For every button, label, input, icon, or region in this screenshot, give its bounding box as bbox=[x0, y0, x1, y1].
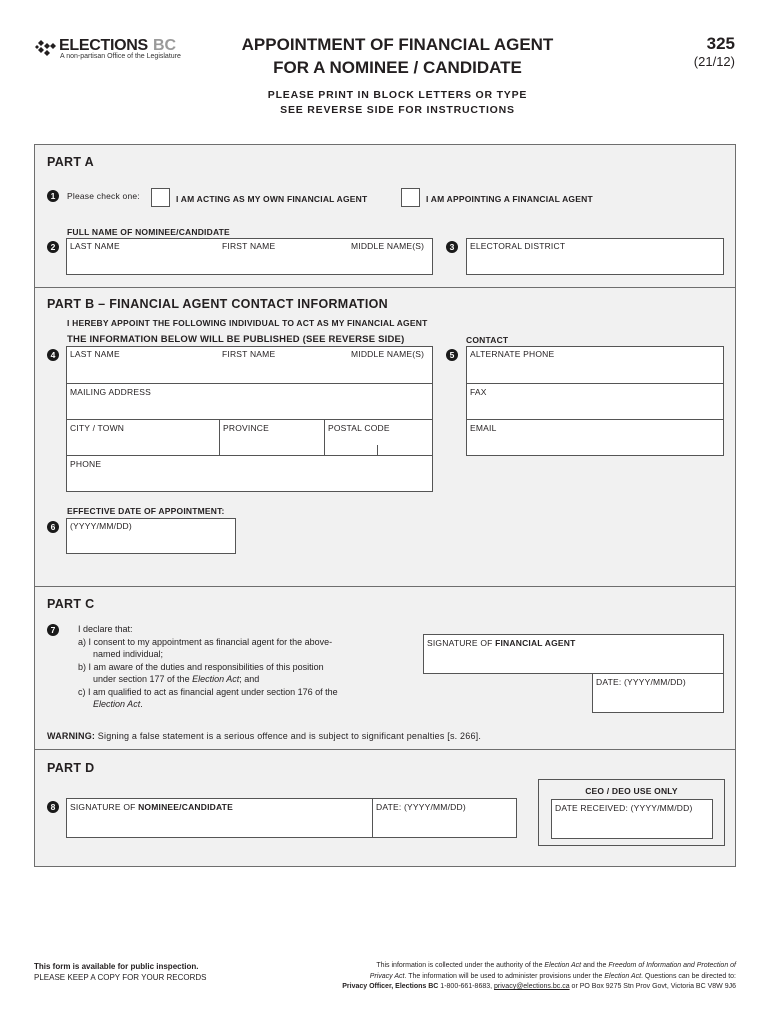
declare-item-a1: a) I consent to my appointment as financial agent for the above- bbox=[78, 636, 333, 647]
appoint-agent-label: I AM APPOINTING A FINANCIAL AGENT bbox=[426, 194, 593, 204]
step-8-badge: 8 bbox=[47, 801, 59, 813]
nominee-date-label: DATE: (YYYY/MM/DD) bbox=[376, 802, 466, 812]
step-6-badge: 6 bbox=[47, 521, 59, 533]
divider bbox=[467, 419, 723, 420]
form-number: 325 bbox=[706, 34, 735, 53]
appoint-statement: I HEREBY APPOINT THE FOLLOWING INDIVIDUAL TO ACT AS MY FINANCIAL AGENT bbox=[67, 318, 428, 328]
fax-label: FAX bbox=[470, 387, 487, 397]
declare-item-b2-text: under section 177 of the bbox=[93, 674, 193, 684]
logo-mark-icon bbox=[35, 39, 59, 57]
agent-alt-contact-block bbox=[466, 346, 724, 456]
nominee-signature-label bbox=[70, 802, 233, 812]
divider bbox=[67, 419, 432, 420]
signature-prefix: SIGNATURE OF bbox=[70, 802, 139, 812]
ceo-deo-heading: CEO / DEO USE ONLY bbox=[585, 786, 678, 796]
privacy-text: This information is collected under the authority of the bbox=[376, 962, 545, 969]
instruction-line-2: SEE REVERSE SIDE FOR INSTRUCTIONS bbox=[280, 104, 515, 116]
privacy-text: . The information will be used to administer provisions under the bbox=[404, 972, 605, 980]
privacy-officer: Privacy Officer, Elections BC bbox=[342, 983, 439, 990]
signature-prefix: SIGNATURE OF bbox=[427, 638, 496, 648]
city-town-label: CITY / TOWN bbox=[70, 423, 125, 433]
electoral-district-label: ELECTORAL DISTRICT bbox=[470, 241, 566, 251]
step-3-badge: 3 bbox=[446, 241, 458, 253]
signature-role: NOMINEE/CANDIDATE bbox=[138, 802, 233, 812]
mailing-address-label: MAILING ADDRESS bbox=[70, 387, 151, 397]
privacy-email-link[interactable]: privacy@elections.bc.ca bbox=[494, 983, 570, 990]
nominee-signature-field[interactable] bbox=[66, 798, 373, 838]
nominee-name-field[interactable] bbox=[66, 238, 433, 275]
part-a-heading: PART A bbox=[47, 155, 94, 169]
foippa-ref: Privacy Act bbox=[369, 972, 405, 980]
warning-label: WARNING: bbox=[47, 731, 96, 741]
step-5-badge: 5 bbox=[446, 349, 458, 361]
elections-bc-logo bbox=[35, 37, 185, 63]
part-c-heading: PART C bbox=[47, 597, 95, 611]
step-4-badge: 4 bbox=[47, 349, 59, 361]
footer-left bbox=[34, 962, 207, 983]
declare-item-b2 bbox=[78, 673, 338, 686]
election-act-ref: Election Act bbox=[93, 699, 141, 709]
privacy-notice bbox=[290, 961, 736, 993]
foippa-ref: Freedom of Information and Protection of bbox=[608, 962, 736, 969]
appoint-agent-checkbox[interactable] bbox=[401, 188, 420, 207]
privacy-phone: 1-800-661-8683, bbox=[438, 983, 495, 990]
middle-names-label: MIDDLE NAME(S) bbox=[351, 241, 425, 251]
declaration-text bbox=[78, 623, 338, 711]
full-name-label: FULL NAME OF NOMINEE/CANDIDATE bbox=[67, 227, 230, 237]
effective-date-format: (YYYY/MM/DD) bbox=[70, 521, 132, 531]
date-received-field[interactable] bbox=[551, 799, 713, 839]
part-a-section bbox=[34, 144, 736, 288]
agent-contact-block bbox=[66, 346, 433, 492]
part-b-heading: PART B – FINANCIAL AGENT CONTACT INFORMATION bbox=[47, 297, 388, 311]
step-1-badge: 1 bbox=[47, 190, 59, 202]
electoral-district-field[interactable] bbox=[466, 238, 724, 275]
part-b-section bbox=[34, 287, 736, 587]
instruction-line-1: PLEASE PRINT IN BLOCK LETTERS OR TYPE bbox=[267, 89, 528, 101]
agent-signature-label bbox=[427, 638, 576, 648]
part-c-section bbox=[34, 586, 736, 750]
phone-label: PHONE bbox=[70, 459, 102, 469]
instructions bbox=[200, 88, 595, 118]
ceo-deo-use-only-box bbox=[538, 779, 725, 846]
declare-item-c1: c) I am qualified to act as financial agent under section 176 of the bbox=[78, 686, 338, 697]
keep-copy-note: PLEASE KEEP A COPY FOR YOUR RECORDS bbox=[34, 972, 207, 982]
own-agent-label: I AM ACTING AS MY OWN FINANCIAL AGENT bbox=[176, 194, 368, 204]
privacy-text: and the bbox=[581, 962, 609, 969]
agent-first-name-label: FIRST NAME bbox=[222, 349, 276, 359]
form-version: (21/12) bbox=[693, 54, 735, 69]
agent-date-field[interactable] bbox=[592, 673, 724, 713]
postal-code-label: POSTAL CODE bbox=[328, 423, 390, 433]
election-act-ref: Election Act bbox=[604, 972, 642, 980]
own-agent-checkbox[interactable] bbox=[151, 188, 170, 207]
date-received-label: DATE RECEIVED: (YYYY/MM/DD) bbox=[555, 803, 693, 813]
logo-bc: BC bbox=[153, 37, 177, 54]
agent-date-label: DATE: (YYYY/MM/DD) bbox=[596, 677, 686, 687]
contact-heading: CONTACT bbox=[466, 335, 509, 345]
logo-tagline: A non-partisan Office of the Legislature bbox=[60, 53, 181, 60]
divider bbox=[67, 383, 432, 384]
province-label: PROVINCE bbox=[223, 423, 269, 433]
nominee-date-field[interactable] bbox=[372, 798, 517, 838]
email-label: EMAIL bbox=[470, 423, 497, 433]
declare-item-a2: named individual; bbox=[93, 649, 164, 659]
last-name-label: LAST NAME bbox=[70, 241, 120, 251]
effective-date-label: EFFECTIVE DATE OF APPOINTMENT: bbox=[67, 506, 225, 516]
divider bbox=[67, 455, 432, 456]
part-d-heading: PART D bbox=[47, 761, 95, 775]
privacy-line-2 bbox=[290, 972, 736, 983]
divider bbox=[219, 419, 220, 456]
signature-role: FINANCIAL AGENT bbox=[495, 638, 576, 648]
privacy-line-3 bbox=[290, 982, 736, 993]
first-name-label: FIRST NAME bbox=[222, 241, 276, 251]
election-act-ref: Election Act bbox=[544, 962, 582, 969]
effective-date-field[interactable] bbox=[66, 518, 236, 554]
alternate-phone-label: ALTERNATE PHONE bbox=[470, 349, 555, 359]
privacy-text: . Questions can be directed to: bbox=[641, 972, 736, 980]
title-line-2: FOR A NOMINEE / CANDIDATE bbox=[273, 58, 522, 77]
check-prompt: Please check one: bbox=[67, 191, 140, 201]
divider bbox=[324, 419, 325, 456]
agent-middle-names-label: MIDDLE NAME(S) bbox=[351, 349, 425, 359]
part-d-section bbox=[34, 749, 736, 867]
title-line-1: APPOINTMENT OF FINANCIAL AGENT bbox=[241, 35, 554, 54]
election-act-ref: Election Act bbox=[192, 674, 240, 684]
declare-item-b1: b) I am aware of the duties and responsibilities of this position bbox=[78, 661, 324, 672]
privacy-address: or PO Box 9275 Stn Prov Govt, Victoria BC V8W 9J6 bbox=[569, 983, 736, 990]
declare-item-c2 bbox=[78, 698, 338, 711]
step-2-badge: 2 bbox=[47, 241, 59, 253]
privacy-line-1 bbox=[290, 961, 736, 972]
warning-body: Signing a false statement is a serious offence and is subject to significant penalties [s. 266]. bbox=[95, 731, 482, 741]
warning-text bbox=[47, 731, 481, 741]
declare-line: I declare that: bbox=[78, 624, 133, 634]
divider bbox=[467, 383, 723, 384]
published-notice: THE INFORMATION BELOW WILL BE PUBLISHED (SEE REVERSE SIDE) bbox=[67, 334, 405, 345]
declare-item-b2-end: ; and bbox=[239, 674, 260, 684]
agent-last-name-label: LAST NAME bbox=[70, 349, 120, 359]
agent-signature-field[interactable] bbox=[423, 634, 724, 674]
step-7-badge: 7 bbox=[47, 624, 59, 636]
form-title bbox=[200, 33, 595, 79]
declare-item-c2-end: . bbox=[140, 699, 143, 709]
public-inspection-note: This form is available for public inspection. bbox=[34, 962, 199, 971]
logo-word: ELECTIONS bbox=[59, 37, 148, 54]
